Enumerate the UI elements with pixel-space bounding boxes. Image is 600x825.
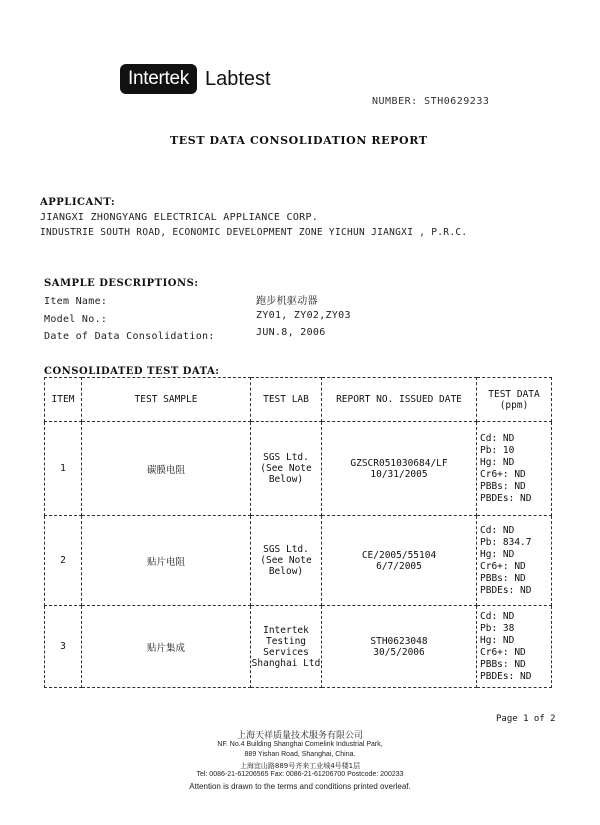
- data-hg: Hg: ND: [480, 634, 515, 646]
- applicant-address: INDUSTRIE SOUTH ROAD, ECONOMIC DEVELOPMENT ZONE YICHUN JIANGXI , P.R.C.: [40, 227, 468, 238]
- date-value: JUN.8, 2006: [256, 327, 326, 338]
- data-pbdes: PBDEs: ND: [480, 492, 532, 504]
- item-name-value: 跑步机驱动器: [256, 296, 318, 307]
- date-label: Date of Data Consolidation:: [44, 331, 215, 342]
- data-pb: Pb: 834.7: [480, 536, 532, 548]
- row-item: 3: [45, 606, 82, 688]
- row-report: [322, 606, 477, 688]
- row-data: [477, 606, 552, 688]
- row-report-no: STH0623048: [370, 635, 428, 647]
- report-number: NUMBER: STH0629233: [372, 96, 490, 107]
- test-data-table: [44, 377, 552, 688]
- row-report-date: 6/7/2005: [376, 560, 422, 572]
- table-row: [45, 422, 552, 516]
- data-pbbs: PBBs: ND: [480, 572, 526, 584]
- footer-address-3: 上海宜山路889号齐来工业城4号楼1层: [239, 762, 361, 770]
- data-cr: Cr6+: ND: [480, 560, 526, 572]
- row-report-no: GZSCR051030684/LF: [350, 457, 448, 469]
- row-item: 1: [45, 422, 82, 516]
- row-item: 2: [45, 516, 82, 606]
- row-lab: SGS Ltd. (See Note Below): [251, 516, 322, 606]
- intertek-logo: [120, 64, 271, 94]
- data-cr: Cr6+: ND: [480, 646, 526, 658]
- footer-address-1: NF. No.4 Building Shanghai Comelink Industrial Park,: [217, 741, 383, 748]
- row-data: [477, 516, 552, 606]
- logo-intertek: Intertek: [120, 64, 197, 94]
- footer-tel: Tel: 0086-21-61206565 Fax: 0086-21-61206700 Postcode: 200233: [196, 771, 404, 778]
- row-report-date: 30/5/2006: [373, 646, 425, 658]
- header-lab: TEST LAB: [251, 378, 322, 422]
- applicant-heading: APPLICANT:: [40, 197, 116, 208]
- data-cr: Cr6+: ND: [480, 468, 526, 480]
- model-value: ZY01, ZY02,ZY03: [256, 310, 351, 321]
- data-cd: Cd: ND: [480, 610, 515, 622]
- table-heading: CONSOLIDATED TEST DATA:: [44, 366, 220, 377]
- report-title: TEST DATA CONSOLIDATION REPORT: [170, 134, 428, 147]
- logo-labtest: Labtest: [204, 67, 271, 90]
- table-row: [45, 606, 552, 688]
- row-report: [322, 516, 477, 606]
- page-indicator: Page 1 of 2: [496, 714, 556, 724]
- row-sample: 贴片电阻: [82, 516, 251, 606]
- row-data: [477, 422, 552, 516]
- model-label: Model No.:: [44, 314, 108, 325]
- item-name-label: Item Name:: [44, 296, 108, 307]
- data-pbdes: PBDEs: ND: [480, 584, 532, 596]
- footer-company: 上海天祥质量技术服务有限公司: [236, 731, 363, 741]
- data-cd: Cd: ND: [480, 524, 515, 536]
- header-data: TEST DATA (ppm): [477, 378, 552, 422]
- row-sample: 碳膜电阻: [82, 422, 251, 516]
- data-pbbs: PBBs: ND: [480, 480, 526, 492]
- data-hg: Hg: ND: [480, 456, 515, 468]
- row-report: [322, 422, 477, 516]
- header-sample: TEST SAMPLE: [82, 378, 251, 422]
- data-hg: Hg: ND: [480, 548, 515, 560]
- data-pb: Pb: 38: [480, 622, 515, 634]
- data-pbdes: PBDEs: ND: [480, 670, 532, 682]
- row-report-no: CE/2005/55104: [361, 549, 437, 561]
- data-pbbs: PBBs: ND: [480, 658, 526, 670]
- row-lab: SGS Ltd. (See Note Below): [251, 422, 322, 516]
- row-report-date: 10/31/2005: [370, 468, 428, 480]
- table-header-row: [45, 378, 552, 422]
- data-cd: Cd: ND: [480, 432, 515, 444]
- row-lab: Intertek Testing Services Shanghai Ltd: [251, 606, 322, 688]
- footer-notice: Attention is drawn to the terms and conditions printed overleaf.: [189, 782, 411, 791]
- applicant-name: JIANGXI ZHONGYANG ELECTRICAL APPLIANCE CORP.: [40, 212, 319, 223]
- row-sample: 贴片集成: [82, 606, 251, 688]
- footer-address-2: 889 Yishan Road, Shanghai, China.: [244, 751, 356, 758]
- table-row: [45, 516, 552, 606]
- header-report: REPORT NO. ISSUED DATE: [322, 378, 477, 422]
- header-item: ITEM: [45, 378, 82, 422]
- sample-heading: SAMPLE DESCRIPTIONS:: [44, 278, 199, 289]
- data-pb: Pb: 10: [480, 444, 515, 456]
